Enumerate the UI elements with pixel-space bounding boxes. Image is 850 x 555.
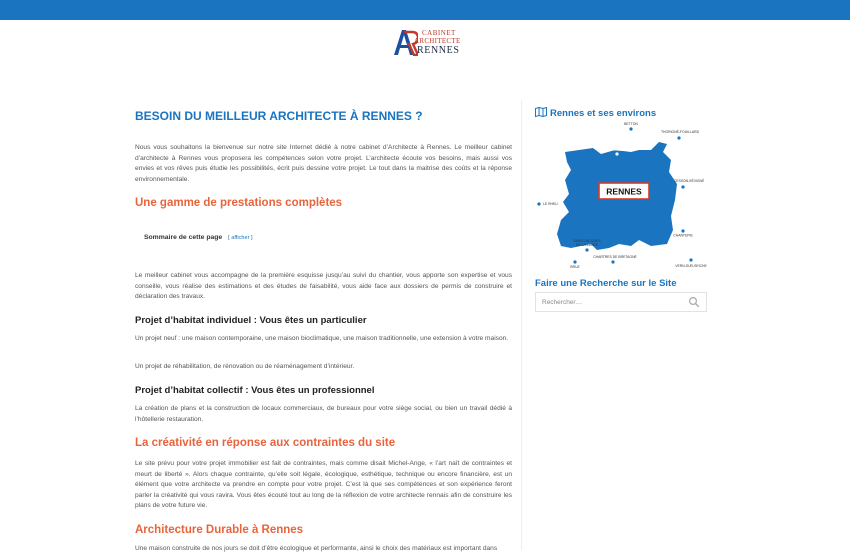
map-label-thorigne: THORIGNÉ-FOUILLARD	[660, 130, 700, 134]
heading-individuel: Projet d’habitat individuel : Vous êtes un particulier	[135, 315, 367, 326]
intro-paragraph: Nous vous souhaitons la bienvenue sur notre site Internet dédié à notre cabinet d’Architecte à Rennes. Le meilleur cabinet d’architecte à Rennes vous proposera les compétences selon votre projet. L’architecte écoute vos besoins, mais aussi vos envies et vos rêves puis étudie les possibilités, écrit puis dessine votre projet. Le tout dans la maitrise des coûts et la réponse environnementale.	[135, 144, 512, 183]
durable-paragraph: Une maison construite de nos jours se doit d’être écologique et performante, ainsi le choix des matériaux est important dans	[135, 545, 498, 552]
search-input[interactable]	[542, 296, 682, 308]
map-dot-le-rheu	[537, 202, 540, 205]
heading-prestations: Une gamme de prestations complètes	[135, 197, 343, 209]
map-dot-cesson	[681, 185, 684, 188]
map-label-chartres: CHARTRES DE BRETAGNE	[593, 255, 637, 259]
map-label-saint-jacques-1: SAINT-JACQUES	[573, 239, 601, 243]
site-header	[0, 20, 850, 68]
map-dot-vern	[689, 258, 692, 261]
map-widget-title-text: Rennes et ses environs	[550, 108, 657, 119]
map-dot-saint-jacques	[585, 248, 588, 251]
search-widget-title: Faire une Recherche sur le Site	[535, 278, 677, 289]
map-label-le-rheu: LE RHEU	[543, 202, 558, 206]
map-label-rennes: RENNES	[606, 186, 642, 197]
accompagne-paragraph: Le meilleur cabinet vous accompagne de la première esquisse jusqu’au suivi du chantier, vous apporte son expertise et vous conseille, vous réalise des estimations et des études de faisabilité, vous aide face aux dossiers de permis de construire et déclaration des travaux.	[135, 272, 512, 301]
rennes-area-map[interactable]	[535, 120, 707, 272]
map-dot-bruz	[573, 260, 576, 263]
page-title: BESOIN DU MEILLEUR ARCHITECTE À RENNES ?	[135, 109, 423, 123]
map-dot-chantepie	[681, 229, 684, 232]
site-logo[interactable]	[392, 28, 460, 58]
map-dot-chartres	[611, 260, 614, 263]
map-icon	[535, 107, 547, 117]
toc-toggle-link[interactable]: [ afficher ]	[228, 235, 253, 241]
rehab-paragraph: Un projet de réhabilitation, de rénovation ou de réaménagement d’intérieur.	[135, 363, 355, 370]
search-form	[535, 292, 707, 312]
heading-collectif: Projet d’habitat collectif : Vous êtes un professionnel	[135, 385, 375, 396]
neuf-paragraph: Un projet neuf : une maison contemporaine, une maison bioclimatique, une maison traditionnelle, une extension à votre maison.	[135, 335, 509, 342]
top-bar	[0, 0, 850, 20]
creation-paragraph: La création de plans et la construction de locaux commerciaux, de bureaux pour votre siège social, ou bien un travail dédié à l’hôtellerie restauration.	[135, 405, 512, 423]
heading-creativite: La créativité en réponse aux contraintes du site	[135, 437, 396, 449]
toc-title: Sommaire de cette page	[144, 234, 223, 241]
column-divider	[521, 100, 522, 550]
map-dot-saint-gregoire	[615, 152, 618, 155]
map-label-betton: BETTON	[624, 122, 638, 126]
map-label-saint-jacques-2: DE-LA-LANDE	[575, 243, 599, 247]
map-label-cesson: CESSON-SÉVIGNÉ	[673, 179, 705, 183]
logo-architecte-text: ARCHITECTE	[414, 37, 461, 45]
map-label-saint-gregoire: SAINT-GRÉGOIRE	[602, 148, 632, 152]
logo-rennes-text: RENNES	[417, 45, 460, 56]
heading-durable: Architecture Durable à Rennes	[135, 524, 304, 536]
map-label-bruz: BRUZ	[570, 265, 580, 269]
logo-cabinet-text: CABINET	[422, 29, 456, 37]
map-widget-title	[535, 107, 656, 119]
map-dot-thorigne	[677, 136, 680, 139]
site-paragraph: Le site prévu pour votre projet immobilier est fait de contraintes, mais comme disait Michel-Ange, « l’art naît de contraintes et meurt de liberté ». Alors chaque contrainte, qu’elle soit légale, écologique, esthétique, technique ou encore financière, est un élément que votre architecte va prendre en compte pour votre projet. C’est là que ses compétences et son expérience feront parler la créativité qui vous ravira. Vous êtes écouté tout au long de la réflexion de votre architecte rennais afin de construire les plans de votre future vie.	[135, 460, 512, 510]
search-icon[interactable]	[688, 296, 700, 308]
table-of-contents	[144, 234, 253, 241]
map-label-chantepie: CHANTEPIE	[673, 233, 693, 238]
map-label-vern: VERN-SUR-SEICHE	[675, 264, 707, 268]
map-dot-betton	[629, 127, 632, 130]
